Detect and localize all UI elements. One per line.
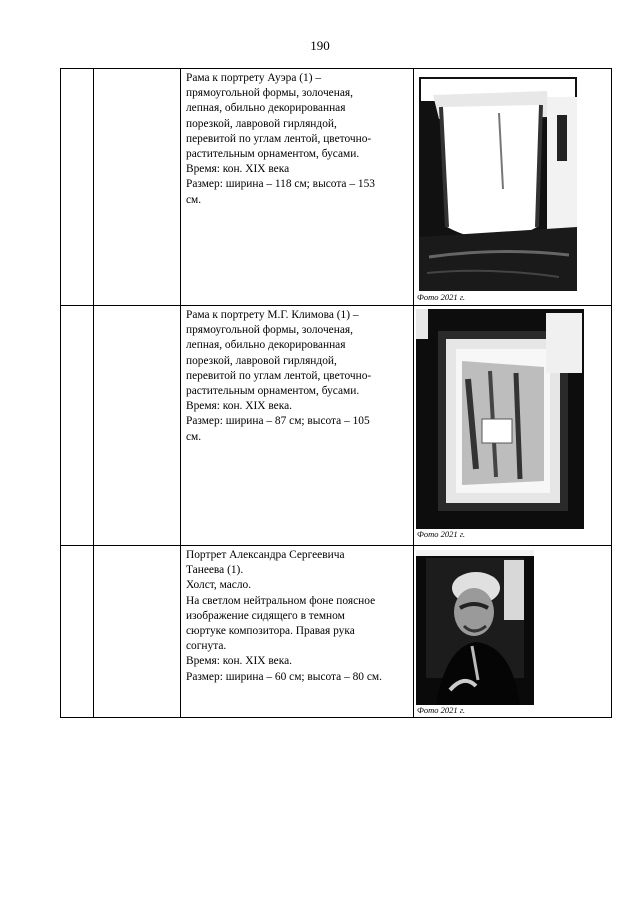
- description-line: Время: кон. XIX века.: [186, 655, 292, 668]
- description-line: см.: [186, 193, 202, 206]
- description-line: порезкой, лавровой гирляндой,: [186, 354, 337, 367]
- description-line: растительным орнаментом, бусами.: [186, 385, 360, 398]
- empty-cell: [94, 306, 181, 546]
- description-line: Рама к портрету М.Г. Климова (1) –: [186, 309, 359, 321]
- portrait-photo: [416, 550, 534, 705]
- frame-photo: [416, 309, 584, 529]
- description-line: лепная, обильно декорированная: [186, 339, 346, 352]
- photo-cell: [414, 546, 612, 718]
- description-line: растительным орнаментом, бусами.: [186, 148, 360, 161]
- description-line: Размер: ширина – 87 см; высота – 105: [186, 415, 370, 428]
- description-line: Танеева (1).: [186, 564, 244, 577]
- description-line: согнута.: [186, 640, 227, 653]
- description-cell: [181, 306, 414, 546]
- photo-caption: Фото 2021 г.: [417, 705, 466, 715]
- item-description: [181, 546, 413, 685]
- table-row: [61, 306, 612, 546]
- description-line: перевитой по углам лентой, цветочно-: [186, 132, 372, 145]
- empty-cell: [61, 546, 94, 718]
- description-line: прямоугольной формы, золоченая,: [186, 87, 353, 100]
- photo-caption: Фото 2021 г.: [417, 529, 466, 539]
- description-line: прямоугольной формы, золоченая,: [186, 324, 353, 337]
- page-number: 190: [310, 38, 330, 53]
- description-line: Размер: ширина – 60 см; высота – 80 см.: [186, 670, 382, 683]
- photo-cell: [414, 306, 612, 546]
- description-cell: [181, 546, 414, 718]
- description-line: сюртуке композитора. Правая рука: [186, 625, 355, 638]
- catalog-table: [60, 68, 612, 718]
- description-cell: [181, 69, 414, 306]
- item-description: [181, 69, 413, 208]
- description-line: перевитой по углам лентой, цветочно-: [186, 369, 372, 382]
- description-line: Время: кон. XIX века: [186, 163, 290, 176]
- photo-cell: [414, 69, 612, 306]
- empty-cell: [94, 69, 181, 306]
- empty-cell: [94, 546, 181, 718]
- table-row: [61, 546, 612, 718]
- description-line: см.: [186, 430, 202, 443]
- description-line: Рама к портрету Ауэра (1) –: [186, 72, 322, 84]
- description-line: порезкой, лавровой гирляндой,: [186, 117, 337, 130]
- empty-cell: [61, 69, 94, 306]
- description-line: Портрет Александра Сергеевича: [186, 549, 345, 561]
- photo-caption: Фото 2021 г.: [417, 292, 466, 302]
- item-description: [181, 306, 413, 445]
- description-line: лепная, обильно декорированная: [186, 102, 346, 115]
- description-line: Холст, масло.: [186, 579, 252, 592]
- table-row: [61, 69, 612, 306]
- frame-photo: [419, 77, 577, 291]
- description-line: На светлом нейтральном фоне поясное: [186, 594, 376, 607]
- description-line: Время: кон. XIX века.: [186, 400, 292, 413]
- description-line: Размер: ширина – 118 см; высота – 153: [186, 178, 375, 191]
- empty-cell: [61, 306, 94, 546]
- description-line: изображение сидящего в темном: [186, 609, 345, 622]
